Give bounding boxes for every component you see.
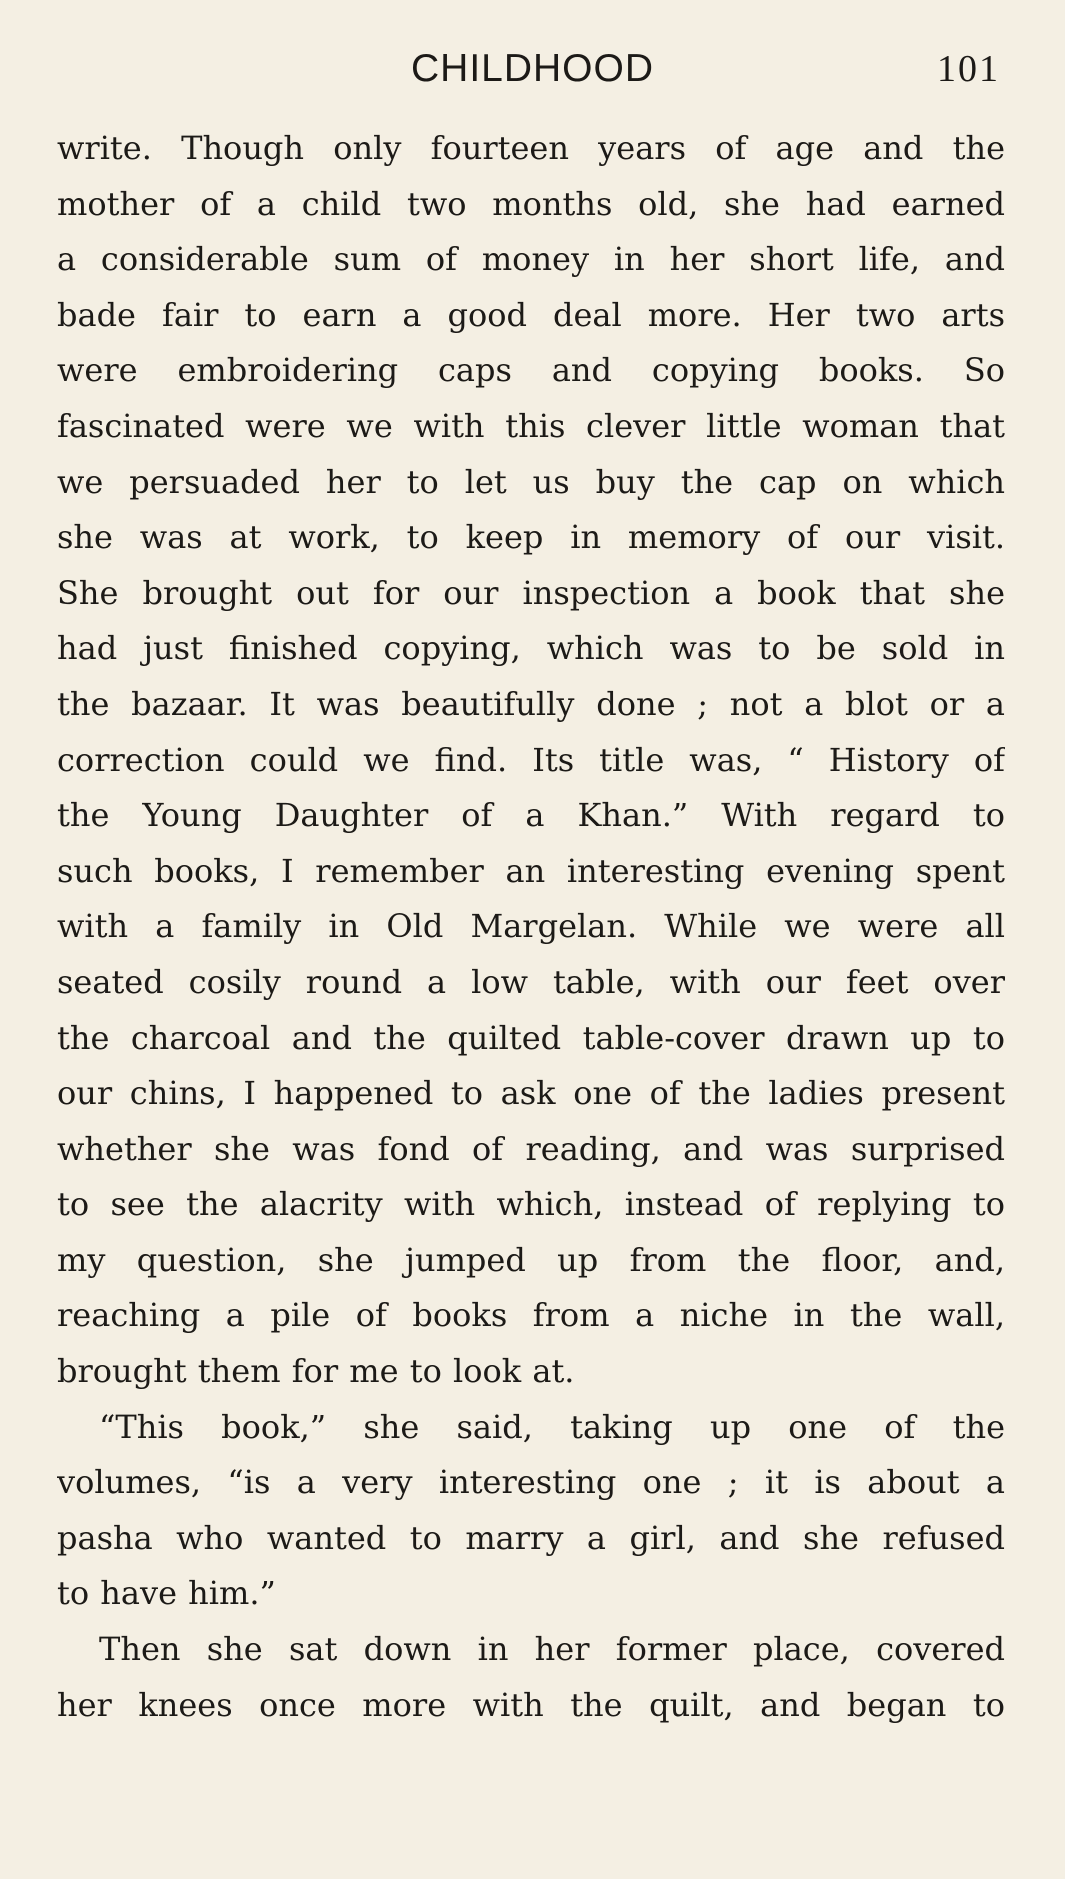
text-line: brought them for me to look at.: [57, 1352, 575, 1391]
text-line: had just finished copying, which was to be sold in: [57, 629, 1005, 668]
text-line: whether she was fond of reading, and was surprised: [57, 1129, 1005, 1168]
text-line: such books, I remember an interesting evening spent: [57, 851, 1005, 890]
text-line: a considerable sum of money in her short life, and: [57, 240, 1005, 279]
text-line: to see the alacrity with which, instead of replying to: [57, 1185, 1005, 1224]
text-line: pasha who wanted to marry a girl, and she refused: [57, 1518, 1005, 1557]
text-line: were embroidering caps and copying books. So: [57, 351, 1005, 390]
text-line: the Young Daughter of a Khan.” With regard to: [57, 796, 1005, 835]
text-line: volumes, “is a very interesting one ; it is about a: [57, 1463, 1005, 1502]
text-line: She brought out for our inspection a book that she: [57, 573, 1005, 612]
text-line: the charcoal and the quilted table-cover drawn up to: [57, 1018, 1005, 1057]
running-head: [0, 44, 1065, 94]
text-line: she was at work, to keep in memory of our visit.: [57, 518, 1005, 557]
text-line: correction could we find. Its title was, “ History of: [57, 740, 1005, 779]
text-line: seated cosily round a low table, with our feet over: [57, 962, 1005, 1001]
text-line: our chins, I happened to ask one of the ladies present: [57, 1074, 1005, 1113]
text-line: the bazaar. It was beautifully done ; not a blot or a: [57, 684, 1005, 723]
text-line: Then she sat down in her former place, covered: [99, 1630, 1005, 1669]
text-line: write. Though only fourteen years of age and the: [57, 129, 1005, 167]
text-line: her knees once more with the quilt, and began to: [57, 1685, 1005, 1724]
text-line: “This book,” she said, taking up one of the: [99, 1407, 1005, 1446]
chapter-title: CHILDHOOD: [410, 47, 655, 90]
text-line: with a family in Old Margelan. While we were all: [57, 907, 1005, 946]
text-line: reaching a pile of books from a niche in the wall,: [57, 1296, 1005, 1335]
body-text: [57, 121, 1005, 1733]
page-number: 101: [937, 48, 1000, 90]
text-line: mother of a child two months old, she had earned: [57, 184, 1005, 223]
text-line: to have him.”: [57, 1574, 276, 1613]
text-line: fascinated were we with this clever little woman that: [57, 406, 1005, 445]
text-line: my question, she jumped up from the floor, and,: [57, 1240, 1005, 1279]
text-line: bade fair to earn a good deal more. Her two arts: [57, 295, 1005, 334]
text-line: we persuaded her to let us buy the cap on which: [57, 462, 1005, 501]
